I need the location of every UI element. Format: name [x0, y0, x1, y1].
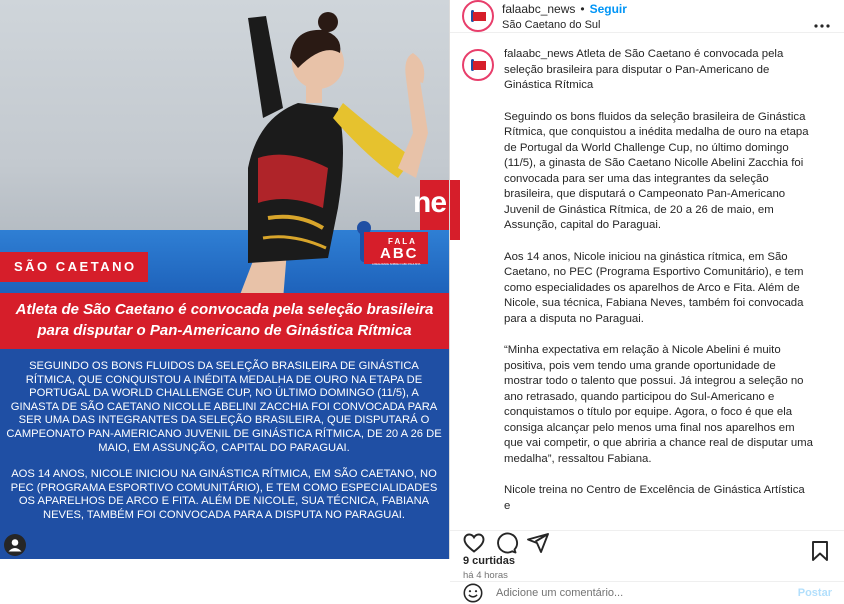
image-body-paragraph: SEGUINDO OS BONS FLUIDOS DA SELEÇÃO BRASILEIRA DE GINÁSTICA RÍTMICA, QUE CONQUISTOU A INÉDITA MEDALHA DE OURO NA ETAPA DE PORTUGAL DA WORLD CHALLENGE CUP, NO ÚLTIMO DOMINGO (11/5), A GINASTA DE SÃO CAETANO NICOLLE ABELINI ZACCHIA FOI CONVOCADA PARA SER UMA DAS INTEGRANTES DA SELEÇÃO BRASILEIRA, QUE DISPUTARÁ O CAMPEONATO PAN-AMERICANO JUVENIL DE GINÁSTICA RÍTMICA, DE 20 A 26 DE MAIO, EM ASSUNÇÃO, CAPITAL DO PARAGUAI. — [6, 360, 442, 454]
caption-title: Atleta de São Caetano é convocada pela seleção brasileira para disputar o Pan-Americano de Ginástica Rítmica — [504, 48, 784, 91]
separator-dot: • — [580, 1, 585, 16]
fala-abc-avatar-icon — [467, 54, 489, 76]
caption-author-avatar[interactable] — [462, 49, 494, 81]
logo-subtitle: A REALIDADE SOBRE O ABC PAULISTA — [372, 263, 421, 266]
caption-paragraph: Aos 14 anos, Nicole iniciou na ginástica rítmica, em São Caetano, no PEC (Programa Esportivo Comunitário), e tem como especialidades os aparelhos de Arco e Fita. Além de Nicole, sua técnica, Fabiana Neves, também foi convocada para a disputa no Paraguai. — [504, 250, 804, 325]
caption-section — [450, 33, 844, 530]
fala-abc-logo — [350, 220, 432, 268]
image-body-text — [6, 360, 442, 536]
fala-abc-avatar-icon — [467, 5, 489, 27]
post-timestamp[interactable]: há 4 horas — [463, 570, 508, 581]
caption-paragraph: Seguindo os bons fluidos da seleção brasileira de Ginástica Rítmica, que conquistou a inédita medalha de ouro na etapa de Portugal da World Challenge Cup, no último domingo (11/5), a ginasta de São Caetano Nicolle Abelini Zacchia foi convocada para ser uma das integrantes da seleção brasileira, que disputará o Campeonato Pan-Americano Juvenil de Ginástica Rítmica, de 20 a 26 de maio, em Assunção, capital do Paraguai. — [504, 110, 809, 231]
emoji-icon[interactable] — [462, 582, 484, 604]
logo-text-top: FALA — [388, 237, 417, 246]
action-bar — [450, 530, 844, 555]
image-headline: Atleta de São Caetano é convocada pela seleção brasileira para disputar o Pan-Americano de Ginástica Rítmica — [15, 301, 434, 339]
like-count[interactable]: 9 curtidas — [463, 555, 515, 567]
post-image[interactable] — [0, 0, 449, 559]
caption-title-line — [504, 47, 814, 94]
post-comment-button[interactable]: Postar — [797, 587, 832, 599]
post-details-panel — [449, 0, 844, 599]
author-avatar[interactable] — [462, 0, 494, 32]
caption-username[interactable]: falaabc_news — [504, 48, 574, 60]
logo-text-main: ABC — [380, 245, 419, 262]
background-banner-text: ne — [413, 186, 447, 219]
follow-button[interactable]: Seguir — [589, 1, 627, 16]
author-username[interactable]: falaabc_news — [502, 1, 576, 16]
post-location[interactable]: São Caetano do Sul — [502, 18, 601, 31]
comment-bar — [450, 581, 844, 604]
share-icon[interactable] — [526, 531, 550, 555]
person-icon — [4, 534, 26, 556]
image-body-paragraph: AOS 14 ANOS, NICOLE INICIOU NA GINÁSTICA RÍTMICA, EM SÃO CAETANO, NO PEC (PROGRAMA ESPORTIVO COMUNITÁRIO), E TEM COMO ESPECIALIDADES OS APARELHOS DE ARCO E FITA. ALÉM DE NICOLE, SUA TÉCNICA, FABIANA NEVES, TAMBÉM FOI CONVOCADA PARA A DISPUTA NO PARAGUAI. — [10, 468, 438, 521]
location-tag: SÃO CAETANO — [0, 252, 148, 282]
comment-input[interactable] — [496, 587, 798, 599]
heart-icon[interactable] — [462, 531, 486, 555]
comment-icon[interactable] — [494, 531, 518, 555]
tagged-user-icon[interactable] — [4, 534, 26, 556]
post-header — [450, 0, 844, 33]
caption-paragraph: Nicole treina no Centro de Excelência de Ginástica Artística e — [504, 484, 805, 512]
caption-text — [504, 47, 814, 530]
bookmark-icon[interactable] — [808, 539, 832, 563]
caption-paragraph: “Minha expectativa em relação à Nicole Abelini é muito positiva, pois vem tendo uma grande oportunidade de mostrar todo o talento que possui. Já integrou a seleção no ano retrasado, quando participou do Sul-Americano e conquistamos o título por equipe. Agora, o foco é que ela consiga alcançar pelo menos uma final nos aparelhos em que vai competir, o que abriria a chance real de disputar uma medalha”, ressaltou Fabiana. — [504, 344, 813, 465]
